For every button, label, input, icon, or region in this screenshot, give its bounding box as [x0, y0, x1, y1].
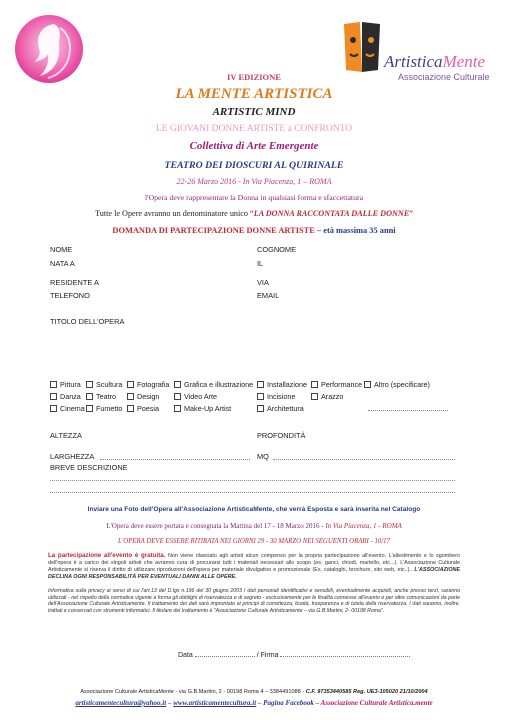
description-line-1[interactable]	[50, 480, 455, 481]
withdraw-notice: L'OPERA DEVE ESSERE RITIRATA NEI GIORNI 29 - 30 MARZO NEI SEGUENTI ORARI - 10/17	[118, 538, 390, 545]
footer-address: Associazione Culturale ArtisticaMente - via G.B.Martini, 2 - 00198 Roma 4 – 3384491088 - C.F. 97353440585 Reg. UE3-105020 21/10/2004	[80, 689, 428, 695]
checkbox-teatro[interactable]: Teatro	[86, 392, 116, 401]
footer-links: artisticamentecultura@yahoo.it – www.artisticamentecultura.it – Pagina Facebook – Associazione Culturale Artistica.mente	[75, 699, 433, 707]
checkbox-cinema[interactable]: Cinema	[50, 404, 85, 413]
checkbox-arazzo[interactable]: Arazzo	[311, 392, 343, 401]
faces-logo-icon	[340, 18, 384, 74]
checkbox-video-arte[interactable]: Video Arte	[174, 392, 217, 401]
footer-email-link[interactable]: artisticamentecultura@yahoo.it	[75, 699, 167, 707]
application-heading: DOMANDA DI PARTECIPAZIONE DONNE ARTISTE – età massima 35 anni	[112, 226, 396, 235]
data-label: Data	[178, 652, 193, 659]
checkbox-installazione[interactable]: Installazione	[257, 380, 307, 389]
checkbox-grafica[interactable]: Grafica e illustrazione	[174, 380, 253, 389]
field-nome[interactable]: NOME	[50, 245, 73, 254]
checkbox-make-up-artist[interactable]: Make-Up Artist	[174, 404, 231, 413]
checkbox-altro[interactable]: Altro (specificare)	[364, 380, 430, 389]
checkbox-fotografia[interactable]: Fotografia	[127, 380, 169, 389]
larghezza-line[interactable]	[100, 459, 250, 460]
checkbox-performance[interactable]: Performance	[311, 380, 362, 389]
field-il[interactable]: IL	[257, 259, 264, 268]
field-profondita[interactable]: PROFONDITÀ	[257, 431, 306, 440]
field-nata-a[interactable]: NATA A	[50, 259, 75, 268]
field-breve-descrizione[interactable]: BREVE DESCRIZIONE	[50, 463, 128, 472]
checkbox-fumetto[interactable]: Fumetto	[86, 404, 122, 413]
brand-name: ArtisticaMente	[384, 52, 486, 71]
field-titolo-opera[interactable]: TITOLO DELL'OPERA	[50, 317, 125, 326]
description-line-2[interactable]	[50, 492, 455, 493]
checkbox-danza[interactable]: Danza	[50, 392, 81, 401]
free-participation-text: La partecipazione all'evento è gratuita. Non viene rilasciato agli artisti alcun compenso per la propria partecipazione all'evento. L'allestimento e lo sgombero dell'opera è a carico dei singoli artisti che avranno cura di procurarsi tutti i materiali necessari allo scopo (es. ganci, chiodi, martello, etc...). L'Associazione Culturale Artisticamente si riserva il diritto di utilizzare riproduzioni dell'opera per materiale divulgativo e promozionale (Es. cataloghi, brochure, sito web, etc..).. L'ASSOCIAZIONE DECLINA OGNI RESPONSABILITÀ PER EVENTUALI DANNI ALLE OPERE.	[48, 552, 460, 580]
checkbox-pittura[interactable]: Pittura	[50, 380, 81, 389]
venue: TEATRO DEI DIOSCURI AL QUIRINALE	[164, 160, 344, 171]
send-photo-notice: Inviare una Foto dell'Opera all'Associazione ArtisticaMente, che verrà Esposta e sarà inserita nel Catalogo	[87, 506, 421, 513]
event-title: LA MENTE ARTISTICA	[175, 86, 333, 102]
field-email[interactable]: EMAIL	[257, 291, 280, 300]
checkbox-incisione[interactable]: Incisione	[257, 392, 295, 401]
checkbox-poesia[interactable]: Poesia	[127, 404, 159, 413]
field-telefono[interactable]: TELEFONO	[50, 291, 90, 300]
checkbox-architettura[interactable]: Architettura	[257, 404, 304, 413]
denominator-line: Tutte le Opere avranno un denominatore unico “LA DONNA RACCONTATA DALLE DONNE”	[95, 209, 413, 218]
firma-label: Firma	[260, 652, 279, 659]
checkbox-scultura[interactable]: Scultura	[86, 380, 122, 389]
data-line[interactable]	[195, 656, 255, 657]
edition: IV EDIZIONE	[227, 72, 281, 82]
footer-facebook-name: Associazione Culturale Artistica.mente	[320, 699, 433, 707]
field-mq[interactable]: MQ	[257, 452, 269, 461]
field-larghezza[interactable]: LARGHEZZA	[50, 452, 95, 461]
firma-line[interactable]	[280, 656, 410, 657]
field-altezza[interactable]: ALTEZZA	[50, 431, 82, 440]
collective: Collettiva di Arte Emergente	[189, 140, 319, 152]
signature-row: Data / Firma	[178, 652, 410, 659]
event-dates: 22-26 Marzo 2016 - In Via Piacenza, 1 – ROMA	[176, 177, 332, 186]
delivery-notice: L'Opera deve essere portata e consegnata la Mattina del 17 - 18 Marzo 2016 - In Via Piacenza, 1 - ROMA	[106, 522, 402, 530]
field-via[interactable]: VIA	[257, 278, 269, 287]
brand-subtitle: Associazione Culturale	[398, 72, 490, 82]
event-subtitle: LE GIOVANI DONNE ARTISTE a CONFRONTO	[155, 124, 353, 134]
mq-line[interactable]	[273, 459, 455, 460]
field-residente-a[interactable]: RESIDENTE A	[50, 278, 99, 287]
checkbox-design[interactable]: Design	[127, 392, 159, 401]
theme-line: l'Opera deve rappresentare la Donna in qualsiasi forma e sfaccettatura	[144, 193, 364, 202]
privacy-text: Informativa sulla privacy ai sensi di cui l'art.13 del D.lgs n.196 del 30 giugno 2003 I dati personali identificativi e sensibili, eventualmente acquisiti, anche presso terzi, saranno utilizzati - nel rispetto della normativa vigente a forma gli obblighi di riservatezza e di segreto - esclusivamente per le finalità connesse all'evento e per altre comunicazioni da parte dell'Associazione Culturale Artisticamente. Il trattamento dei dati sarà improntato ai principi di correttezza, liceità, trasparenza e di tutela della riservatezza. I dati saranno, inoltre, trattati e conservati con strumenti informatici. Il titolare del trattamento è "Associazione Culturale Artisticamente – via G.B.Martini, 2- 00198 Roma".	[48, 588, 460, 614]
field-cognome[interactable]: COGNOME	[257, 245, 297, 254]
altro-specify-line[interactable]	[368, 410, 448, 411]
footer-website-link[interactable]: www.artisticamentecultura.it	[173, 699, 257, 707]
event-title-en: ARTISTIC MIND	[212, 106, 296, 118]
footer-facebook-link[interactable]: Pagina Facebook	[263, 699, 314, 707]
